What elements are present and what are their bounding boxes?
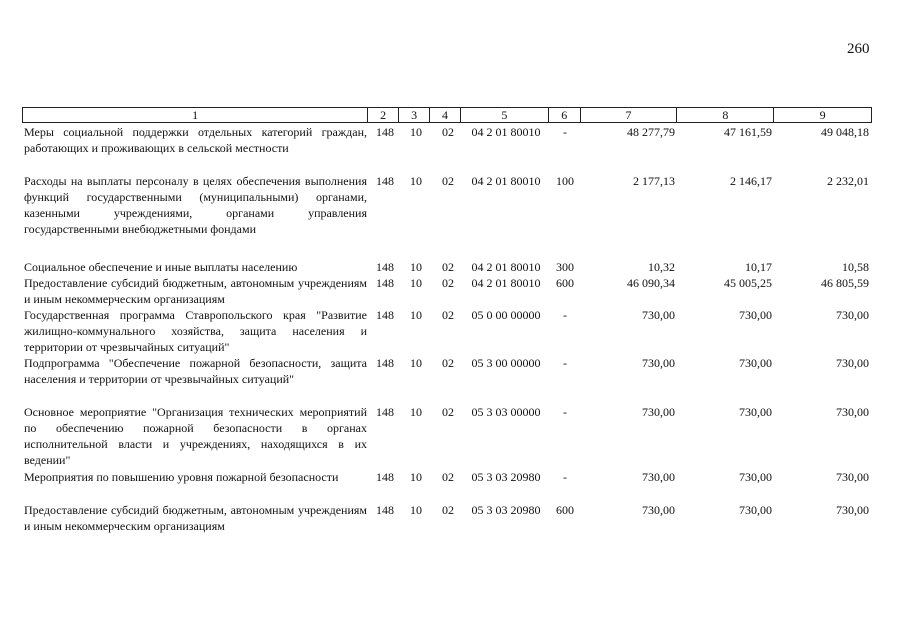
cell-col-4: 02 [442, 308, 454, 322]
cell-col-5: 05 3 00 00000 [471, 356, 541, 370]
cell-col-9: 730,00 [836, 405, 869, 419]
cell-col-4: 02 [442, 405, 454, 419]
cell-col-5: 05 3 03 20980 [471, 470, 541, 484]
cell-col-2: 148 [376, 125, 394, 139]
cell-col-9: 730,00 [836, 356, 869, 370]
cell-col-7: 730,00 [642, 405, 675, 419]
cell-col-9: 46 805,59 [821, 276, 869, 290]
header-col-3: 3 [399, 108, 430, 122]
cell-col-5: 05 3 03 00000 [471, 405, 541, 419]
cell-col-5: 04 2 01 80010 [471, 174, 541, 188]
cell-col-9: 2 232,01 [827, 174, 869, 188]
cell-col-5: 04 2 01 80010 [471, 125, 541, 139]
header-col-8: 8 [677, 108, 774, 122]
cell-col-2: 148 [376, 356, 394, 370]
cell-col-7: 730,00 [642, 503, 675, 517]
cell-col-6: - [563, 405, 567, 419]
cell-col-6: 600 [556, 503, 574, 517]
cell-col-8: 730,00 [739, 470, 772, 484]
header-col-5: 5 [461, 108, 549, 122]
cell-col-3: 10 [410, 470, 422, 484]
cell-col-2: 148 [376, 174, 394, 188]
header-col-6: 6 [549, 108, 581, 122]
cell-col-7: 48 277,79 [627, 125, 675, 139]
cell-col-3: 10 [410, 308, 422, 322]
cell-col-5: 04 2 01 80010 [471, 260, 541, 274]
cell-col-9: 10,58 [842, 260, 869, 274]
cell-col-9: 730,00 [836, 503, 869, 517]
cell-col-2: 148 [376, 470, 394, 484]
cell-col-7: 730,00 [642, 308, 675, 322]
header-col-1: 1 [23, 108, 368, 122]
header-col-2: 2 [368, 108, 399, 122]
cell-col-4: 02 [442, 503, 454, 517]
cell-col-8: 45 005,25 [724, 276, 772, 290]
header-col-9: 9 [819, 108, 826, 122]
cell-col-7: 46 090,34 [627, 276, 675, 290]
cell-col-7: 10,32 [648, 260, 675, 274]
cell-col-3: 10 [410, 260, 422, 274]
cell-col-2: 148 [376, 276, 394, 290]
cell-col-6: - [563, 470, 567, 484]
cell-col-8: 730,00 [739, 356, 772, 370]
cell-col-4: 02 [442, 260, 454, 274]
cell-col-8: 730,00 [739, 503, 772, 517]
cell-col-9: 730,00 [836, 470, 869, 484]
cell-col-2: 148 [376, 308, 394, 322]
cell-description: Мероприятия по повышению уровня пожарной безопасности [24, 470, 339, 484]
cell-col-3: 10 [410, 276, 422, 290]
cell-col-7: 730,00 [642, 356, 675, 370]
cell-col-5: 05 3 03 20980 [471, 503, 541, 517]
header-col-4: 4 [430, 108, 461, 122]
cell-col-7: 730,00 [642, 470, 675, 484]
cell-description: Меры социальной поддержки отдельных категорий граждан, работающих и проживающих в сельской местности [24, 125, 367, 155]
table-header [22, 107, 872, 123]
cell-col-3: 10 [410, 405, 422, 419]
cell-col-5: 04 2 01 80010 [471, 276, 541, 290]
cell-col-6: 600 [556, 276, 574, 290]
cell-col-9: 730,00 [836, 308, 869, 322]
cell-col-2: 148 [376, 405, 394, 419]
cell-col-6: - [563, 356, 567, 370]
cell-description: Социальное обеспечение и иные выплаты населению [24, 260, 298, 274]
cell-description: Расходы на выплаты персоналу в целях обеспечения выполнения функций государственными (муниципальными) органами, казенными учреждениями, органами управления государственными внебюджетными фондами [24, 174, 367, 236]
cell-col-6: - [563, 125, 567, 139]
header-col-7: 7 [581, 108, 678, 122]
cell-col-3: 10 [410, 125, 422, 139]
cell-col-6: 300 [556, 260, 574, 274]
cell-col-7: 2 177,13 [633, 174, 675, 188]
cell-description: Основное мероприятие "Организация технических мероприятий по обеспечению пожарной безопасности в органах исполнительной власти и учреждениях, находящихся в их ведении" [24, 405, 367, 467]
cell-col-8: 47 161,59 [724, 125, 772, 139]
cell-col-2: 148 [376, 260, 394, 274]
cell-col-4: 02 [442, 356, 454, 370]
cell-description: Государственная программа Ставропольского края "Развитие жилищно-коммунального хозяйства, защита населения и территории от чрезвычайных ситуаций" [24, 308, 367, 354]
cell-col-4: 02 [442, 125, 454, 139]
cell-col-4: 02 [442, 276, 454, 290]
cell-col-6: 100 [556, 174, 574, 188]
cell-col-5: 05 0 00 00000 [471, 308, 541, 322]
cell-col-8: 10,17 [745, 260, 772, 274]
cell-col-6: - [563, 308, 567, 322]
cell-col-8: 730,00 [739, 405, 772, 419]
page-number: 260 [847, 41, 870, 57]
cell-description: Подпрограмма "Обеспечение пожарной безопасности, защита населения и территории от чрезвычайных ситуаций" [24, 356, 367, 386]
cell-description: Предоставление субсидий бюджетным, автономным учреждениям и иным некоммерческим организациям [24, 503, 367, 533]
cell-col-2: 148 [376, 503, 394, 517]
cell-col-9: 49 048,18 [821, 125, 869, 139]
cell-col-4: 02 [442, 174, 454, 188]
cell-col-8: 2 146,17 [730, 174, 772, 188]
cell-col-4: 02 [442, 470, 454, 484]
cell-col-3: 10 [410, 503, 422, 517]
cell-col-3: 10 [410, 356, 422, 370]
cell-col-8: 730,00 [739, 308, 772, 322]
cell-col-3: 10 [410, 174, 422, 188]
cell-description: Предоставление субсидий бюджетным, автономным учреждениям и иным некоммерческим организациям [24, 276, 367, 306]
